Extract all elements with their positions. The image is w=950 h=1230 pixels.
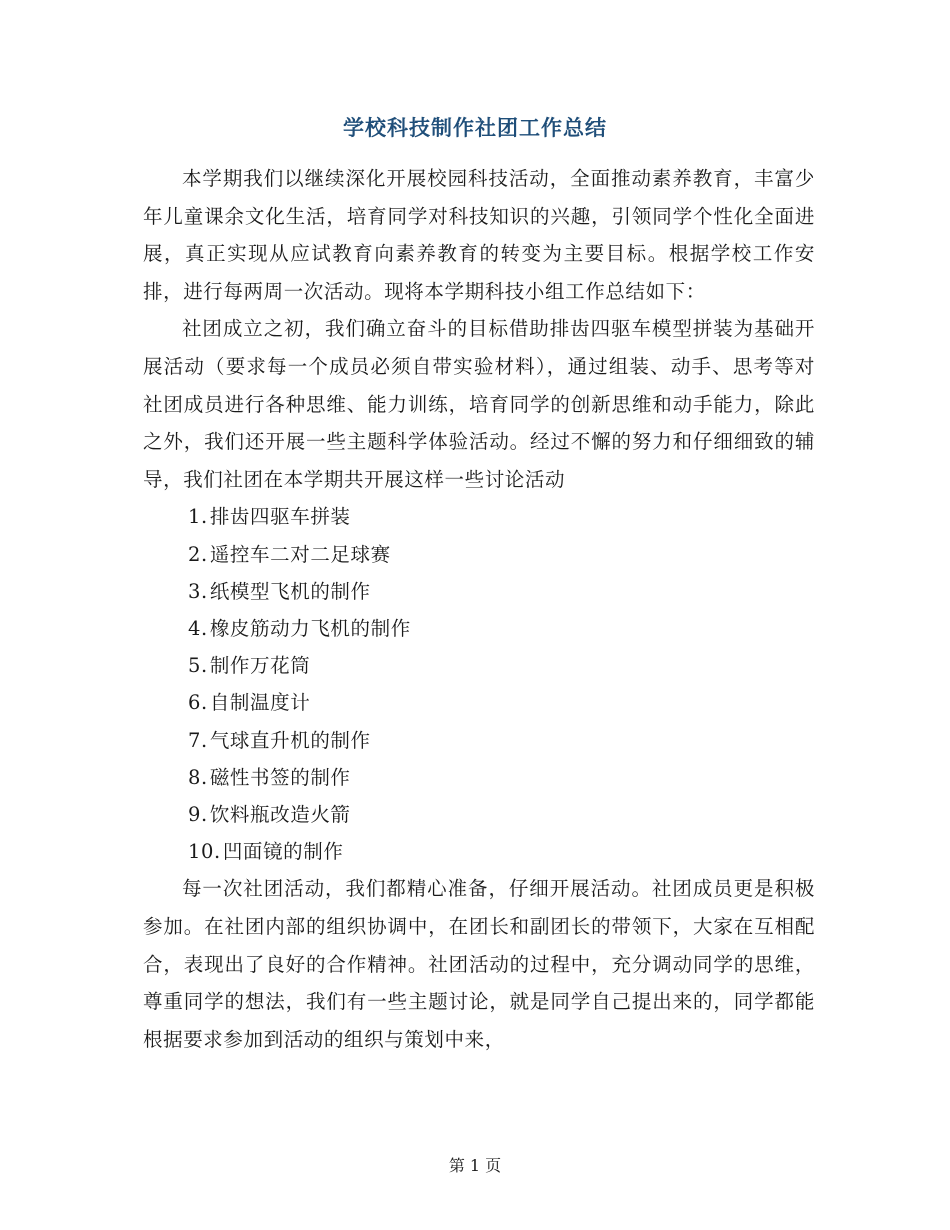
list-item <box>143 498 815 535</box>
document-title: 学校科技制作社团工作总结 <box>343 115 607 140</box>
founding-paragraph: 社团成立之初，我们确立奋斗的目标借助排齿四驱车模型拼装为基础开展活动（要求每一个成员必须自带实验材料），通过组装、动手、思考等对社团成员进行各种思维、能力训练，培育同学的创新思维和动手能力，除此之外，我们还开展一些主题科学体验活动。经过不懈的努力和仔细细致的辅导，我们社团在本学期共开展这样一些讨论活动 <box>143 317 815 491</box>
intro-paragraph: 本学期我们以继续深化开展校园科技活动，全面推动素养教育，丰富少年儿童课余文化生活，培育同学对科技知识的兴趣，引领同学个性化全面进展，真正实现从应试教育向素养教育的转变为主要目标。根据学校工作安排，进行每两周一次活动。现将本学期科技小组工作总结如下： <box>143 167 815 303</box>
activity-list <box>143 498 815 870</box>
list-item-text: 磁性书签的制作 <box>209 765 351 789</box>
list-item-text: 自制温度计 <box>209 691 311 715</box>
list-item-number: 1. <box>188 505 208 529</box>
list-item-number: 2. <box>188 542 208 566</box>
list-item <box>143 759 815 796</box>
list-item-text: 凹面镜的制作 <box>222 840 344 864</box>
list-item <box>143 536 815 573</box>
list-item-text: 气球直升机的制作 <box>209 728 371 752</box>
list-item <box>143 796 815 833</box>
list-item <box>143 610 815 647</box>
list-item-number: 5. <box>188 654 208 678</box>
document-body <box>143 160 815 1058</box>
list-item <box>143 722 815 759</box>
list-item <box>143 647 815 684</box>
list-item <box>143 833 815 870</box>
list-item-text: 纸模型飞机的制作 <box>209 579 371 603</box>
page-number: 第 1 页 <box>448 1156 502 1175</box>
list-item-number: 4. <box>188 616 208 640</box>
closing-paragraph: 每一次社团活动，我们都精心准备，仔细开展活动。社团成员更是积极参加。在社团内部的组织协调中，在团长和副团长的带领下，大家在互相配合，表现出了良好的合作精神。社团活动的过程中，充分调动同学的思维，尊重同学的想法，我们有一些主题讨论，就是同学自己提出来的，同学都能根据要求参加到活动的组织与策划中来， <box>143 877 815 1051</box>
list-item <box>143 573 815 610</box>
list-item-number: 10. <box>188 840 221 864</box>
list-item-number: 9. <box>188 802 208 826</box>
list-item-number: 7. <box>188 728 208 752</box>
list-item-number: 3. <box>188 579 208 603</box>
list-item-number: 8. <box>188 765 208 789</box>
list-item-number: 6. <box>188 691 208 715</box>
list-item-text: 饮料瓶改造火箭 <box>209 802 351 826</box>
list-item-text: 排齿四驱车拼装 <box>209 505 351 529</box>
list-item-text: 橡皮筋动力飞机的制作 <box>209 616 411 640</box>
list-item <box>143 684 815 721</box>
list-item-text: 制作万花筒 <box>209 654 311 678</box>
list-item-text: 遥控车二对二足球赛 <box>209 542 391 566</box>
